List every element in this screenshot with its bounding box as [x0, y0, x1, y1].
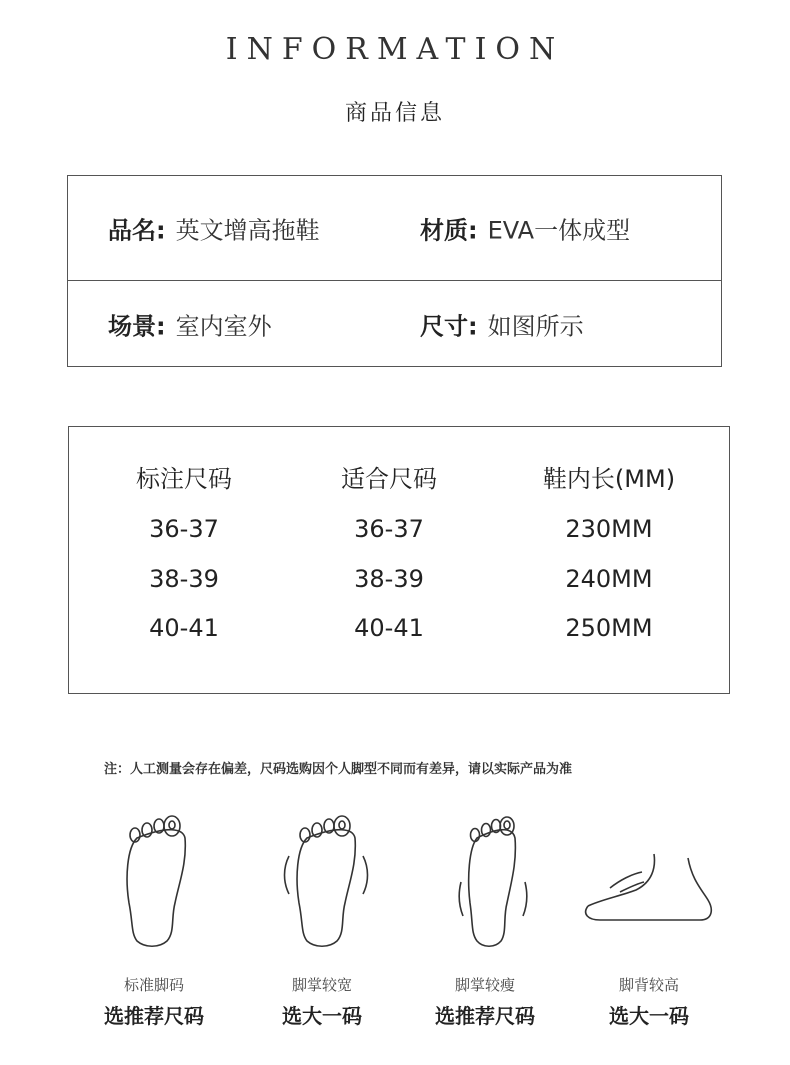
info-label: 材质: — [420, 216, 478, 245]
info-label: 尺寸: — [420, 312, 478, 341]
table-cell: 40-41 — [149, 614, 219, 642]
foot-type-label: 标准脚码 — [123, 976, 184, 994]
size-note: 注：人工测量会存在偏差，尺码选购因个人脚型不同而有差异，请以实际产品为准 — [104, 762, 573, 777]
size-recommendation: 选大一码 — [282, 1004, 362, 1028]
info-label: 场景: — [108, 312, 166, 341]
wide-foot-icon — [267, 808, 397, 958]
info-value: 如图所示 — [487, 312, 584, 341]
column-header: 适合尺码 — [341, 465, 437, 493]
info-cell-material — [420, 211, 630, 246]
size-recommendation: 选大一码 — [609, 1004, 689, 1028]
info-cell-size — [420, 307, 584, 342]
table-cell: 38-39 — [149, 565, 219, 593]
page-title: INFORMATION — [225, 32, 565, 67]
foot-type-label: 脚掌较瘦 — [454, 976, 515, 994]
info-value: 室内室外 — [175, 312, 272, 341]
standard-foot-icon — [97, 808, 227, 958]
table-cell: 230MM — [565, 515, 653, 543]
foot-type-label: 脚背较高 — [618, 976, 679, 994]
info-cell-scene — [108, 307, 272, 342]
info-value: EVA一体成型 — [487, 216, 631, 245]
table-cell: 36-37 — [149, 515, 219, 543]
info-row — [68, 280, 721, 368]
size-recommendation: 选推荐尺码 — [104, 1004, 204, 1028]
info-label: 品名: — [108, 216, 166, 245]
info-row — [68, 176, 721, 281]
column-header: 标注尺码 — [136, 465, 232, 493]
thin-foot-icon — [433, 808, 563, 958]
info-cell-name — [108, 211, 320, 246]
table-cell: 38-39 — [354, 565, 424, 593]
table-cell: 250MM — [565, 614, 653, 642]
column-header: 鞋内长(MM) — [542, 465, 676, 493]
size-recommendation: 选推荐尺码 — [435, 1004, 535, 1028]
table-cell: 36-37 — [354, 515, 424, 543]
table-cell: 40-41 — [354, 614, 424, 642]
product-info-table — [67, 175, 722, 367]
size-chart-table — [68, 426, 730, 694]
table-cell: 240MM — [565, 565, 653, 593]
foot-type-label: 脚掌较宽 — [291, 976, 352, 994]
info-value: 英文增高拖鞋 — [175, 216, 320, 245]
page-subtitle: 商品信息 — [344, 101, 445, 126]
high-instep-foot-icon — [580, 808, 720, 958]
